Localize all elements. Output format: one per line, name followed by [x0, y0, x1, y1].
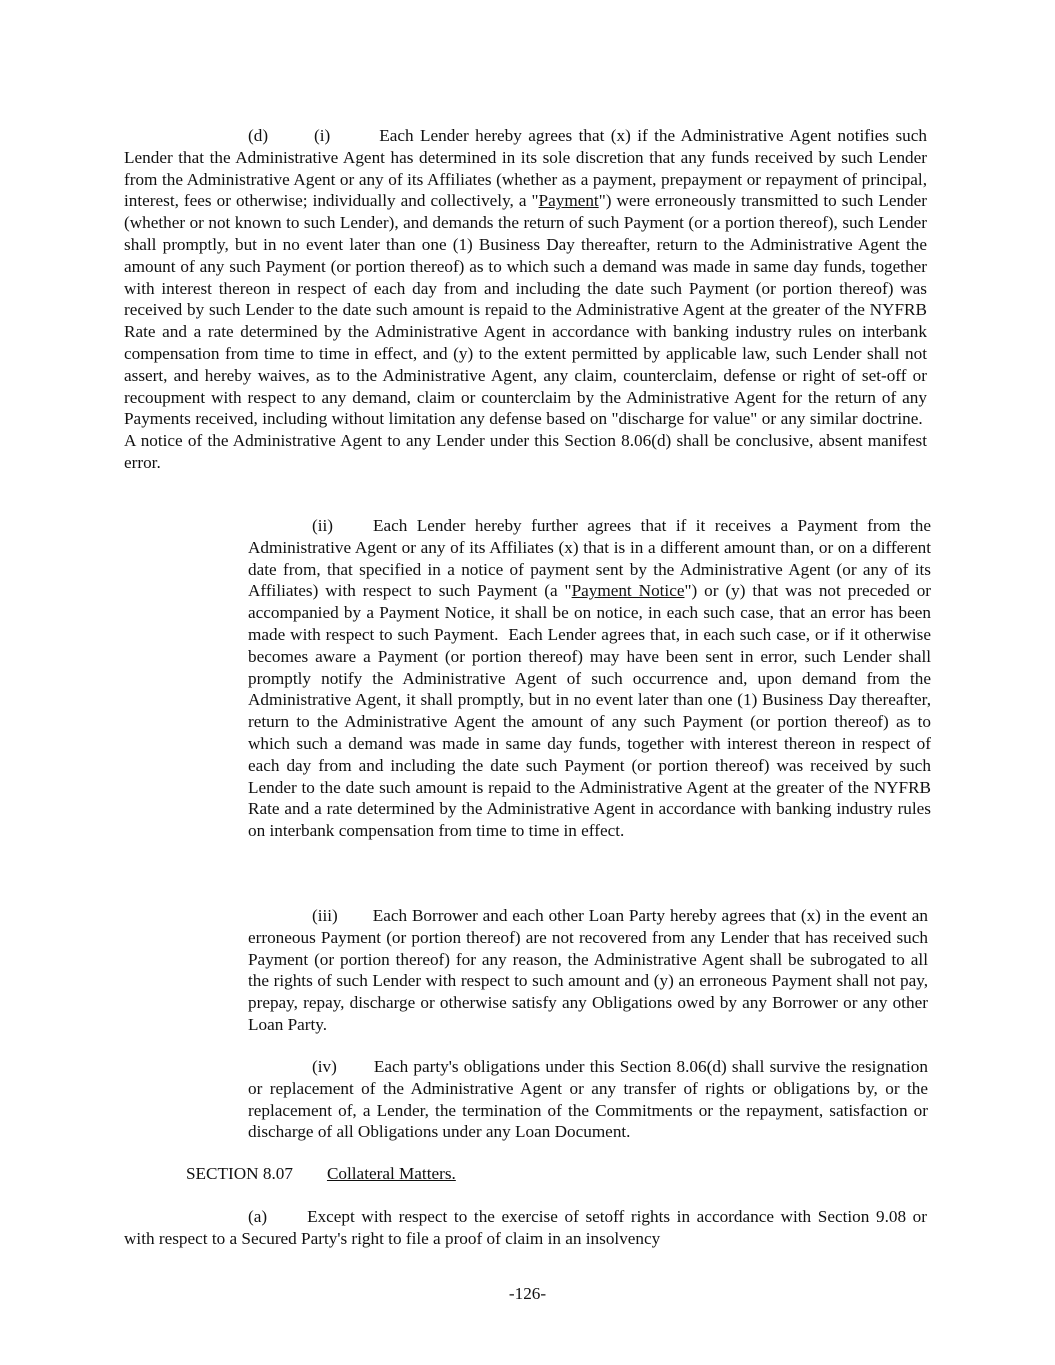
- label-d: (d): [248, 126, 269, 145]
- label-i: (i): [314, 126, 331, 145]
- paragraph-ii-text-a: Each Lender hereby further agrees that if it receives a Payment from the Administrative Agent or any of its Affiliates (x) that is in a different amount than, or on a different date from, that specified in a notice of payment sent by the Administrative Agent (or any of its Affiliates) with respect to such Payment (a ": [248, 516, 931, 601]
- paragraph-iv-text: Each party's obligations under this Section 8.06(d) shall survive the resignation or replacement of the Administrative Agent or any transfer of rights or obligations by, or the replacement of, a Lender, the termination of the Commitments or the repayment, satisfaction or discharge of all Obligations under any Loan Document.: [248, 1057, 928, 1142]
- page-number: -126-: [508, 1284, 547, 1303]
- label-iv: (iv): [312, 1057, 337, 1076]
- paragraph-ii-text-b: ") or (y) that was not preceded or accompanied by a Payment Notice, it shall be on notice, in each such case, that an error has been made with respect to such Payment. Each Lender agrees that, in each such case, or if it otherwise becomes aware a Payment (or portion thereof) may have been sent in error, such Lender shall promptly notify the Administrative Agent of such occurrence and, upon demand from the Administrative Agent, it shall promptly, but in no event later than one (1) Business Day thereafter, return to the Administrative Agent the amount of any such Payment (or portion thereof) as to which such a demand was made in same day funds, together with interest thereon in respect of each day from and including the date such Payment (or portion thereof) was received by such Lender to the date such amount is repaid to the Administrative Agent at the greater of the NYFRB Rate and a rate determined by the Administrative Agent in accordance with banking industry rules on interbank compensation from time to time in effect.: [248, 581, 932, 841]
- paragraph-d-i: [124, 125, 927, 474]
- paragraph-iii-text: Each Borrower and each other Loan Party hereby agrees that (x) in the event an erroneous Payment (or portion thereof) are not recovered from any Lender that has received such Payment (or portion thereof) for any reason, the Administrative Agent shall be subrogated to all the rights of such Lender with respect to such amount and (y) an erroneous Payment shall not pay, prepay, repay, discharge or otherwise satisfy any Obligations owed by any Borrower or any other Loan Party.: [248, 906, 928, 1034]
- section-heading: [186, 1163, 886, 1185]
- label-a: (a): [248, 1207, 268, 1226]
- defined-term-payment-notice: Payment Notice: [571, 581, 685, 601]
- paragraph-d-text-a: Each Lender hereby agrees that (x) if the Administrative Agent notifies such Lender that the Administrative Agent has determined in its sole discretion that any funds received by such Lender from the Administrative Agent or any of its Affiliates (whether as a payment, prepayment or repayment of principal, interest, fees or otherwise; individually and collectively, a ": [124, 126, 927, 211]
- section-number: SECTION 8.07: [186, 1164, 293, 1183]
- label-iii: (iii): [312, 906, 338, 925]
- paragraph-a-text: Except with respect to the exercise of setoff rights in accordance with Section 9.08 or with respect to a Secured Party's right to file a proof of claim in an insolvency: [124, 1207, 927, 1248]
- paragraph-a: [124, 1206, 927, 1250]
- paragraph-iv: [248, 1056, 928, 1143]
- section-title: Collateral Matters.: [326, 1164, 456, 1183]
- paragraph-d-text-b: ") were erroneously transmitted to such Lender (whether or not known to such Lender), and demands the return of such Payment (or a portion thereof), such Lender shall promptly, but in no event later than one (1) Business Day thereafter, return to the Administrative Agent the amount of any such Payment (or portion thereof) as to which such a demand was made in same day funds, together with interest thereon in respect of each day from and including the date such Payment (or portion thereof) was received by such Lender to the date such amount is repaid to the Administrative Agent at the greater of the NYFRB Rate and a rate determined by the Administrative Agent in accordance with banking industry rules on interbank compensation from time to time in effect, and (y) to the extent permitted by applicable law, such Lender shall not assert, and hereby waives, as to the Administrative Agent, any claim, counterclaim, defense or right of set-off or recoupment with respect to any demand, claim or counterclaim by the Administrative Agent for the return of any Payments received, including without limitation any defense based on "discharge for value" or any similar doctrine. A notice of the Administrative Agent to any Lender under this Section 8.06(d) shall be conclusive, absent manifest error.: [124, 191, 927, 472]
- paragraph-iii: [248, 905, 928, 1036]
- paragraph-ii: [248, 515, 931, 842]
- label-ii: (ii): [312, 516, 333, 535]
- defined-term-payment: Payment: [538, 191, 599, 211]
